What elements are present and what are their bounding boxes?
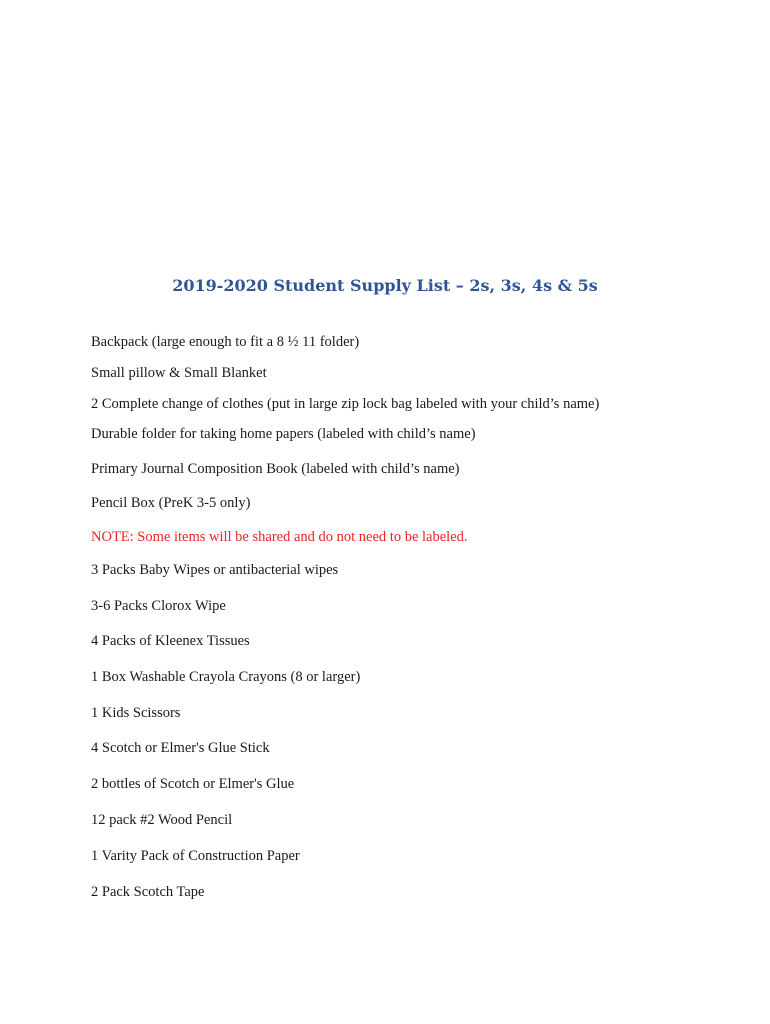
supply-item-pencil-box: Pencil Box (PreK 3-5 only) xyxy=(91,495,251,511)
shared-items-note: NOTE: Some items will be shared and do not need to be labeled. xyxy=(91,529,468,545)
supply-item-kleenex: 4 Packs of Kleenex Tissues xyxy=(91,633,250,649)
supply-item-pillow-blanket: Small pillow & Small Blanket xyxy=(91,365,267,381)
document-title: 2019-2020 Student Supply List – 2s, 3s, 4s & 5s xyxy=(172,276,598,295)
supply-item-baby-wipes: 3 Packs Baby Wipes or antibacterial wipes xyxy=(91,562,339,578)
supply-item-scotch-tape: 2 Pack Scotch Tape xyxy=(91,884,205,900)
supply-item-glue-stick: 4 Scotch or Elmer's Glue Stick xyxy=(91,740,270,756)
supply-item-clothes: 2 Complete change of clothes (put in large zip lock bag labeled with your child’s name) xyxy=(91,396,600,412)
supply-item-scissors: 1 Kids Scissors xyxy=(91,705,181,721)
supply-item-clorox-wipe: 3-6 Packs Clorox Wipe xyxy=(91,598,226,614)
supply-item-pencils: 12 pack #2 Wood Pencil xyxy=(91,812,233,828)
supply-item-journal: Primary Journal Composition Book (labeled with child’s name) xyxy=(91,461,460,477)
supply-item-construction-paper: 1 Varity Pack of Construction Paper xyxy=(91,848,300,864)
supply-item-crayons: 1 Box Washable Crayola Crayons (8 or larger) xyxy=(91,669,361,685)
supply-item-glue-bottles: 2 bottles of Scotch or Elmer's Glue xyxy=(91,776,295,792)
supply-item-folder: Durable folder for taking home papers (labeled with child’s name) xyxy=(91,426,476,442)
supply-item-backpack: Backpack (large enough to fit a 8 ½ 11 folder) xyxy=(91,334,360,350)
